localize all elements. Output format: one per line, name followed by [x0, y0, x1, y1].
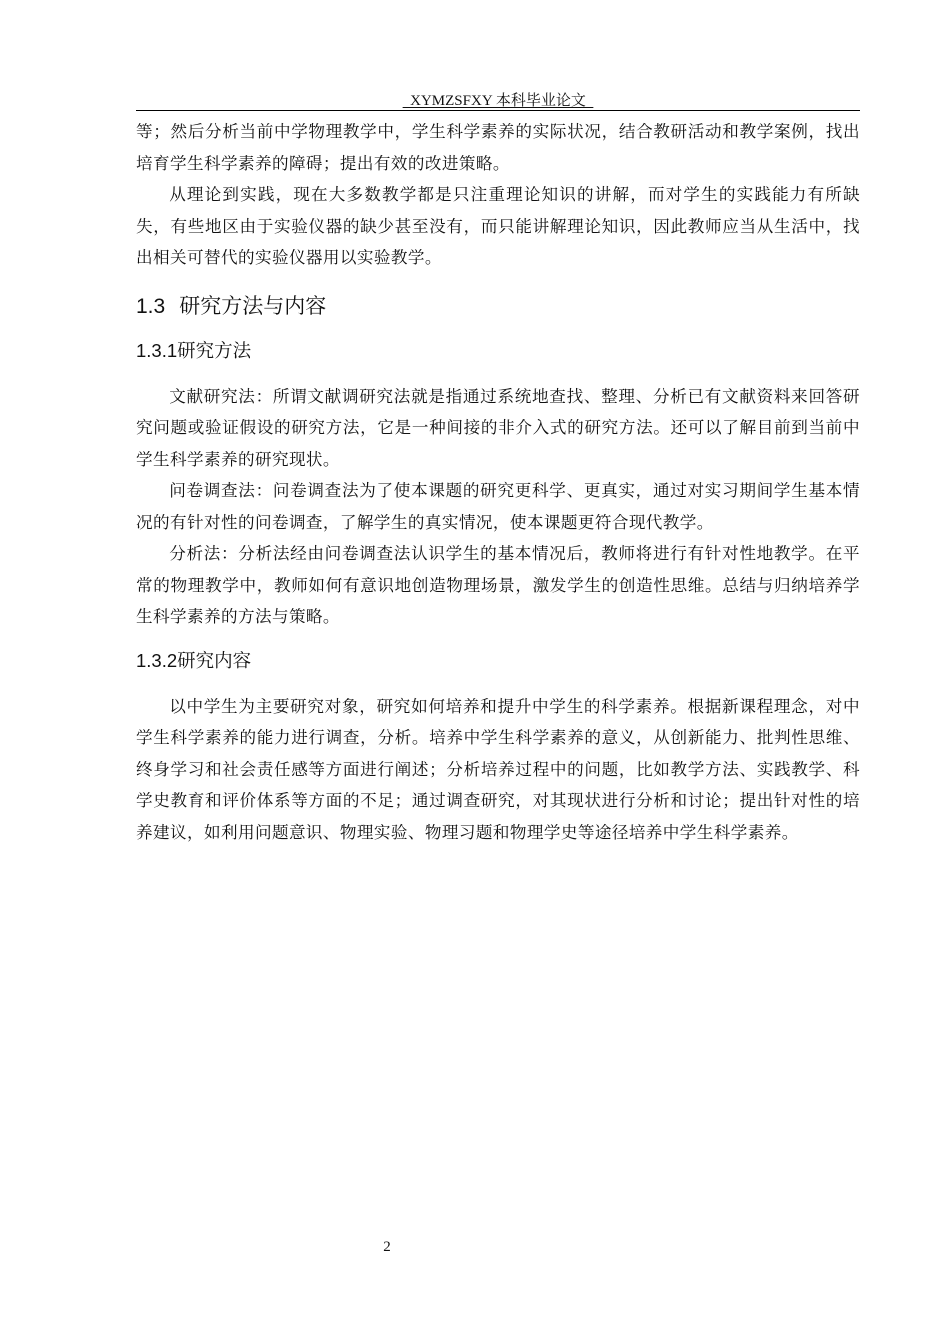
research-content-paragraph: 以中学生为主要研究对象，研究如何培养和提升中学生的科学素养。根据新课程理念，对中学生科学素养的能力进行调查，分析。培养中学生科学素养的意义，从创新能力、批判性思维、终身学习和社会责任感等方面进行阐述；分析培养过程中的问题，比如教学方法、实践教学、科学史教育和评价体系等方面的不足；通过调查研究，对其现状进行分析和讨论；提出针对性的培养建议，如利用问题意识、物理实验、物理习题和物理学史等途径培养中学生科学素养。	[136, 696, 860, 842]
subsection-number: 1.3.2	[136, 649, 178, 671]
subsection-title: 研究内容	[177, 650, 252, 672]
page-number: 2	[383, 1239, 391, 1255]
subsection-number: 1.3.1	[136, 339, 178, 361]
page-header	[136, 92, 860, 110]
subsection-heading-1-3-2	[136, 646, 860, 677]
subsection-title: 研究方法	[177, 340, 252, 362]
section-number: 1.3	[136, 294, 166, 318]
method-literature-paragraph: 文献研究法：所谓文献调研究法就是指通过系统地查找、整理、分析已有文献资料来回答研究问题或验证假设的研究方法，它是一种间接的非介入式的研究方法。还可以了解目前到当前中学生科学素养的研究现状。	[136, 386, 860, 469]
header-rule	[136, 110, 860, 111]
subsection-heading-1-3-1	[136, 336, 860, 367]
section-heading-1-3	[136, 291, 860, 322]
section-title: 研究方法与内容	[179, 293, 327, 318]
intro-paragraph: 从理论到实践，现在大多数教学都是只注重理论知识的讲解，而对学生的实践能力有所缺失，有些地区由于实验仪器的缺少甚至没有，而只能讲解理论知识，因此教师应当从生活中，找出相关可替代的实验仪器用以实验教学。	[136, 185, 860, 267]
method-questionnaire-paragraph: 问卷调查法：问卷调查法为了使本课题的研究更科学、更真实，通过对实习期间学生基本情况的有针对性的问卷调查，了解学生的真实情况，使本课题更符合现代教学。	[136, 481, 860, 532]
method-analysis-paragraph: 分析法：分析法经由问卷调查法认识学生的基本情况后，教师将进行有针对性地教学。在平常的物理教学中，教师如何有意识地创造物理场景，激发学生的创造性思维。总结与归纳培养学生科学素养的方法与策略。	[136, 544, 860, 626]
intro-paragraph-continued: 等；然后分析当前中学物理教学中，学生科学素养的实际状况，结合教研活动和教学案例，找出培育学生科学素养的障碍；提出有效的改进策略。	[136, 122, 860, 173]
header-title: XYMZSFXY 本科毕业论文	[402, 93, 594, 109]
page-body	[136, 116, 860, 848]
